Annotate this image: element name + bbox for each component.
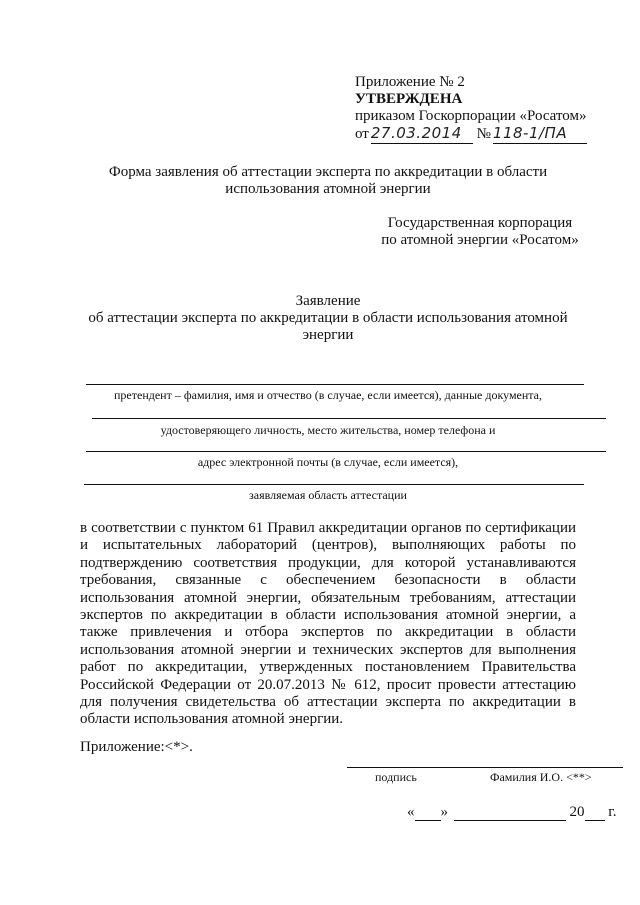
order-number-field: [493, 124, 587, 144]
approved-label: УТВЕРЖДЕНА: [355, 91, 463, 107]
identity-caption: удостоверяющего личность, место жительства, номер телефона и: [160, 423, 496, 437]
statement-body-text: в соответствии с пунктом 61 Правил аккредитации органов по сертификации и испытательных лабораторий (центров), выполняющих работы по подтверждению соответствия продукции, для которой устанавливаются требования, связанные с обеспечением безопасности в области использования атомной энергии, обязательным требованиям, аттестации экспертов по аккредитации в области использования атомной энергии, а также привлечения и отбора экспертов по аккредитации в области использования атомной энергии и технических экспертов для выполнения работ по аккредитации, утвержденных постановлением Правительства Российской Федерации от 20.07.2013 № 612, просит провести аттестацию для получения свидетельства об аттестации эксперта по аккредитации в области использования атомной энергии.: [80, 520, 576, 728]
area-fill-line[interactable]: [84, 484, 584, 485]
applicant-caption: претендент – фамилия, имя и отчество (в случае, если имеется), данные документа,: [114, 388, 542, 402]
order-date-handwritten: 27.03.2014: [370, 124, 462, 142]
statement-title: Заявление: [295, 293, 361, 309]
attachment-label: Приложение:<*>.: [80, 739, 193, 755]
applicant-fill-line[interactable]: [86, 384, 584, 385]
month-fill-field[interactable]: [454, 805, 566, 821]
order-line: приказом Госкорпорации «Росатом»: [355, 108, 587, 124]
email-fill-line[interactable]: [86, 451, 606, 452]
statement-subtitle-line1: об аттестации эксперта по аккредитации в области использования атомной: [88, 310, 568, 326]
signature-fill-line[interactable]: [347, 767, 623, 768]
order-date-number: [355, 124, 587, 144]
addressee-line2: по атомной энергии «Росатом»: [381, 232, 579, 248]
date-prefix: от: [355, 126, 369, 142]
day-fill-field[interactable]: [415, 805, 441, 821]
name-caption: Фамилия И.О. <**>: [490, 770, 592, 784]
signature-caption: подпись: [375, 770, 417, 784]
area-caption: заявляемая область аттестации: [249, 488, 407, 502]
appendix-label: Приложение № 2: [355, 74, 465, 90]
date-close-quote: »: [440, 804, 448, 820]
statement-subtitle-line2: энергии: [302, 327, 354, 343]
year-fill-field[interactable]: [585, 805, 605, 821]
identity-fill-line[interactable]: [92, 418, 606, 419]
addressee-line1: Государственная корпорация: [387, 215, 573, 231]
order-date-field: [371, 124, 473, 144]
form-title-line1: Форма заявления об аттестации эксперта по аккредитации в области: [108, 164, 548, 180]
form-title-line2: использования атомной энергии: [225, 181, 431, 197]
date-line: [407, 803, 616, 821]
date-year-prefix: 20: [569, 804, 585, 820]
date-year-suffix: г.: [608, 804, 617, 820]
date-open-quote: «: [407, 804, 415, 820]
email-caption: адрес электронной почты (в случае, если имеется),: [197, 455, 459, 469]
order-number-handwritten: 118-1/ПА: [492, 124, 568, 142]
number-prefix: №: [476, 126, 491, 142]
